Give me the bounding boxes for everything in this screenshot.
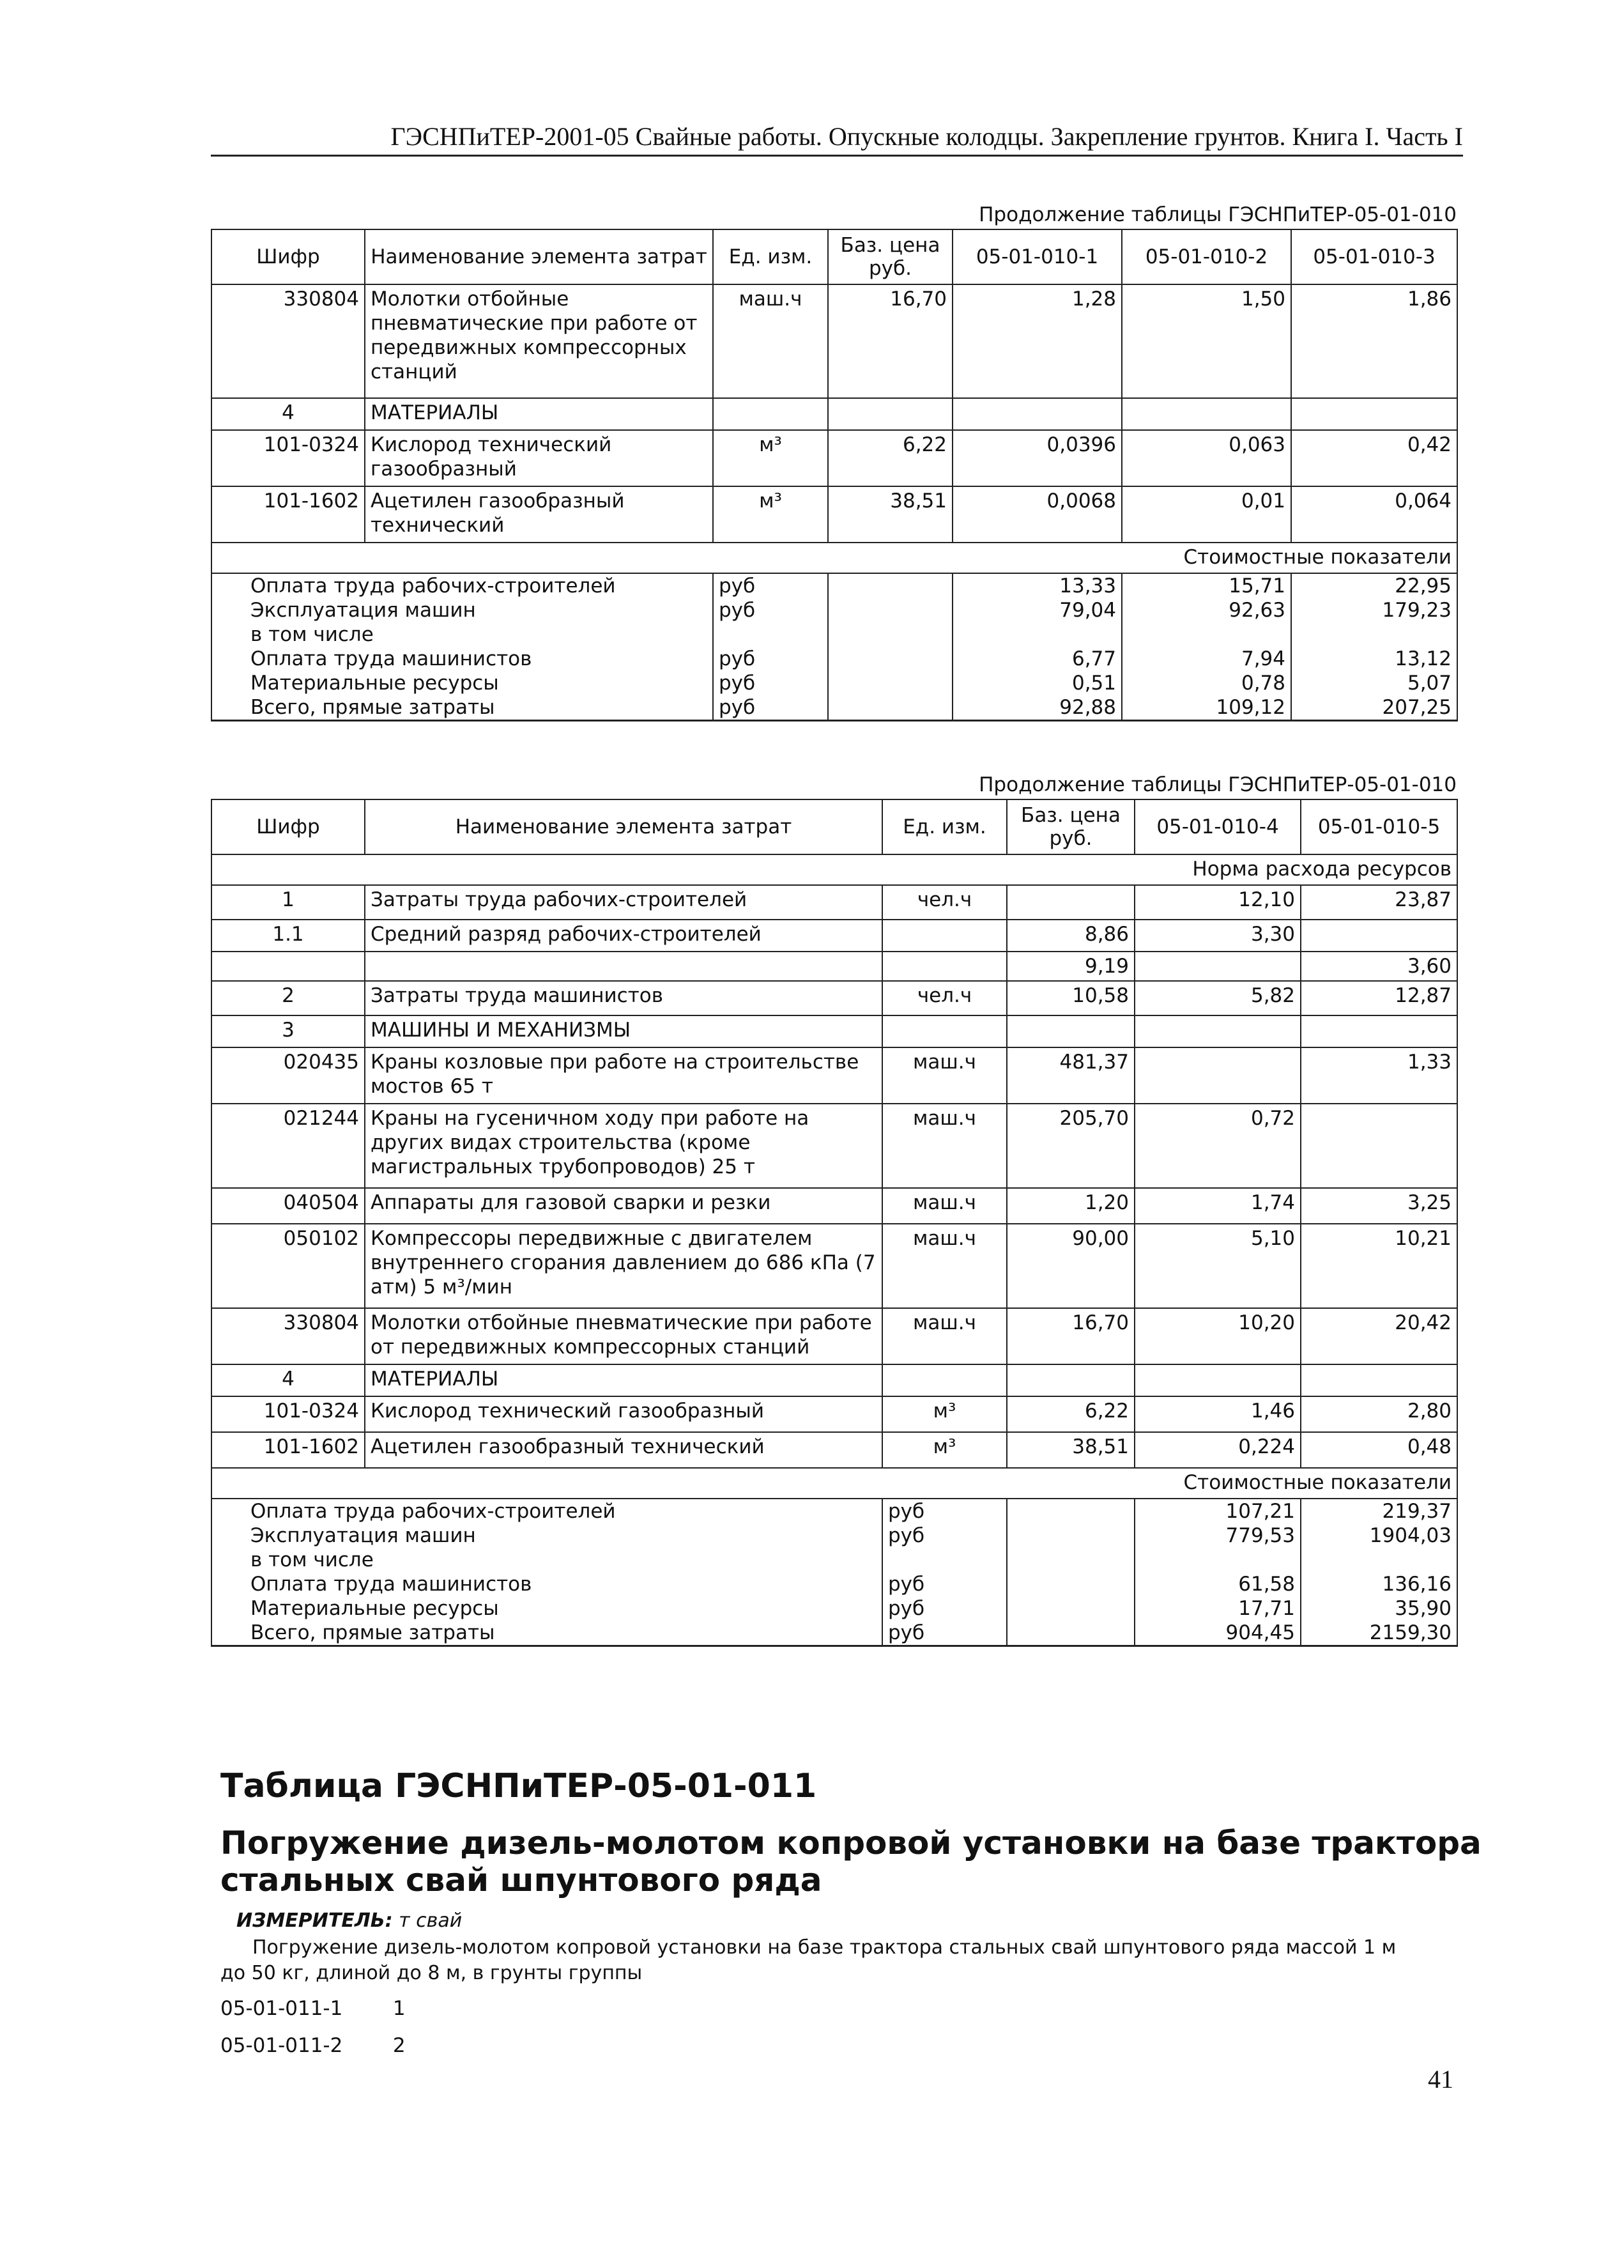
row-unit: м³: [882, 1432, 1007, 1468]
item-group: 2: [392, 2034, 406, 2057]
row-unit: маш.ч: [882, 1188, 1007, 1224]
table-row: [211, 1188, 1457, 1224]
row-name: [365, 952, 882, 981]
summary-unit: руб: [882, 1596, 1007, 1621]
summary-label: Всего, прямые затраты: [211, 695, 713, 721]
summary-v5: 2159,30: [1301, 1621, 1457, 1646]
row-v4: 3,30: [1135, 920, 1301, 952]
row-code: 2: [211, 981, 365, 1015]
list-item: [220, 1997, 406, 2020]
summary-v4: 904,45: [1135, 1621, 1301, 1646]
row-code: 101-0324: [211, 1396, 365, 1432]
summary-v4: 107,21: [1135, 1499, 1301, 1524]
summary-label: Оплата труда машинистов: [211, 647, 713, 671]
table-row: [211, 398, 1457, 430]
summary-label: Материальные ресурсы: [211, 1596, 882, 1621]
summary-v4: 779,53: [1135, 1524, 1301, 1548]
row-code: 101-1602: [211, 1432, 365, 1468]
col-price: Баз. цена руб.: [828, 229, 953, 284]
summary-row: [211, 598, 1457, 622]
row-v1: 0,0396: [953, 430, 1122, 486]
summary-unit: руб: [713, 573, 828, 598]
row-v5: 1,33: [1301, 1047, 1457, 1104]
row-name: Ацетилен газообразный технический: [365, 486, 713, 543]
row-v4: 10,20: [1135, 1308, 1301, 1364]
item-code: 05-01-011-1: [220, 1997, 343, 2020]
col-010-2: 05-01-010-2: [1122, 229, 1291, 284]
summary-v5: 35,90: [1301, 1596, 1457, 1621]
row-price: 6,22: [1007, 1396, 1135, 1432]
cost-header: Стоимостные показатели: [211, 543, 1457, 573]
row-v5: 3,60: [1301, 952, 1457, 981]
summary-v3: 207,25: [1291, 695, 1457, 721]
row-v5: 3,25: [1301, 1188, 1457, 1224]
row-v5: 20,42: [1301, 1308, 1457, 1364]
summary-v1: 13,33: [953, 573, 1122, 598]
summary-row: [211, 1596, 1457, 1621]
row-price: 38,51: [1007, 1432, 1135, 1468]
col-010-4: 05-01-010-4: [1135, 799, 1301, 854]
row-v5: 12,87: [1301, 981, 1457, 1015]
row-code: 330804: [211, 1308, 365, 1364]
row-code: 3: [211, 1015, 365, 1047]
summary-label: в том числе: [211, 622, 713, 647]
table2: [211, 799, 1458, 1647]
row-name: Ацетилен газообразный технический: [365, 1432, 882, 1468]
summary-label: Материальные ресурсы: [211, 671, 713, 695]
summary-unit: руб: [713, 671, 828, 695]
row-name: Затраты труда рабочих-строителей: [365, 885, 882, 920]
summary-label: Оплата труда рабочих-строителей: [211, 573, 713, 598]
summary-v4: 61,58: [1135, 1572, 1301, 1596]
row-name: Кислород технический газообразный: [365, 430, 713, 486]
page-number: 41: [1428, 2065, 1453, 2094]
measure-value: т свай: [399, 1909, 463, 1932]
table-row: [211, 486, 1457, 543]
summary-unit: руб: [882, 1524, 1007, 1548]
summary-v1: 6,77: [953, 647, 1122, 671]
row-price: 10,58: [1007, 981, 1135, 1015]
summary-unit: руб: [882, 1621, 1007, 1646]
row-unit: м³: [713, 430, 828, 486]
row-v5: 10,21: [1301, 1224, 1457, 1308]
norm-header-row: [211, 854, 1457, 885]
row-v5: [1301, 920, 1457, 952]
row-price: 9,19: [1007, 952, 1135, 981]
row-price: 38,51: [828, 486, 953, 543]
table2-caption: Продолжение таблицы ГЭСНПиТЕР-05-01-010: [979, 773, 1457, 796]
summary-row: [211, 647, 1457, 671]
row-code: [211, 952, 365, 981]
row-v2: 1,50: [1122, 284, 1291, 398]
row-v4: 5,10: [1135, 1224, 1301, 1308]
row-code: 101-1602: [211, 486, 365, 543]
row-v4: 0,72: [1135, 1104, 1301, 1188]
row-price: 205,70: [1007, 1104, 1135, 1188]
col-code: Шифр: [211, 799, 365, 854]
row-price: 90,00: [1007, 1224, 1135, 1308]
summary-v3: 179,23: [1291, 598, 1457, 622]
row-name: Краны козловые при работе на строительстве мостов 65 т: [365, 1047, 882, 1104]
summary-v4: 17,71: [1135, 1596, 1301, 1621]
section-heading-line1: Погружение дизель-молотом копровой установки на базе трактора: [220, 1824, 1482, 1862]
row-price: 8,86: [1007, 920, 1135, 952]
row-code: 021244: [211, 1104, 365, 1188]
row-code: 4: [211, 1364, 365, 1396]
table-row: [211, 952, 1457, 981]
row-unit: маш.ч: [882, 1104, 1007, 1188]
running-head: ГЭСНПиТЕР-2001-05 Свайные работы. Опускные колодцы. Закрепление грунтов. Книга I. Часть I: [211, 119, 1463, 157]
summary-label: в том числе: [211, 1548, 882, 1572]
summary-v1: 92,88: [953, 695, 1122, 721]
summary-label: Эксплуатация машин: [211, 598, 713, 622]
table-row: [211, 885, 1457, 920]
row-v1: 1,28: [953, 284, 1122, 398]
summary-row: [211, 671, 1457, 695]
row-name: Средний разряд рабочих-строителей: [365, 920, 882, 952]
cost-header-row: [211, 543, 1457, 573]
col-name: Наименование элемента затрат: [365, 229, 713, 284]
summary-v2: 0,78: [1122, 671, 1291, 695]
table2-header-row: [211, 799, 1457, 854]
summary-v3: 5,07: [1291, 671, 1457, 695]
table-row: [211, 1432, 1457, 1468]
table1: [211, 229, 1458, 721]
summary-row: [211, 1499, 1457, 1524]
measure-line: [236, 1909, 462, 1932]
row-v3: 1,86: [1291, 284, 1457, 398]
summary-row: [211, 1548, 1457, 1572]
list-item: [220, 2034, 406, 2057]
col-name: Наименование элемента затрат: [365, 799, 882, 854]
row-v4: 5,82: [1135, 981, 1301, 1015]
row-v4: 1,46: [1135, 1396, 1301, 1432]
table-row: [211, 1364, 1457, 1396]
row-name: Кислород технический газообразный: [365, 1396, 882, 1432]
table-title: Таблица ГЭСНПиТЕР-05-01-011: [220, 1767, 817, 1805]
row-name: Молотки отбойные пневматические при работе от передвижных компрессорных станций: [365, 284, 713, 398]
col-010-5: 05-01-010-5: [1301, 799, 1457, 854]
row-v5: [1301, 1104, 1457, 1188]
table-row: [211, 920, 1457, 952]
row-name: Краны на гусеничном ходу при работе на других видах строительства (кроме магистральных трубопроводов) 25 т: [365, 1104, 882, 1188]
row-v5: 23,87: [1301, 885, 1457, 920]
item-code: 05-01-011-2: [220, 2034, 343, 2057]
row-unit: маш.ч: [713, 284, 828, 398]
row-unit: м³: [713, 486, 828, 543]
col-unit: Ед. изм.: [713, 229, 828, 284]
norm-header: Норма расхода ресурсов: [211, 854, 1457, 885]
summary-v3: 13,12: [1291, 647, 1457, 671]
summary-unit: руб: [882, 1499, 1007, 1524]
summary-unit: руб: [713, 695, 828, 721]
summary-row: [211, 1621, 1457, 1646]
measure-label: ИЗМЕРИТЕЛЬ:: [236, 1909, 393, 1932]
table-row: [211, 1104, 1457, 1188]
cost-header: Стоимостные показатели: [211, 1468, 1457, 1499]
row-name: МАТЕРИАЛЫ: [365, 398, 713, 430]
summary-v1: 79,04: [953, 598, 1122, 622]
summary-v2: 92,63: [1122, 598, 1291, 622]
summary-v5: 136,16: [1301, 1572, 1457, 1596]
row-code: 4: [211, 398, 365, 430]
row-price: [1007, 885, 1135, 920]
row-code: 040504: [211, 1188, 365, 1224]
table-row: [211, 981, 1457, 1015]
table-row: [211, 1047, 1457, 1104]
summary-unit: руб: [882, 1572, 1007, 1596]
summary-v1: 0,51: [953, 671, 1122, 695]
summary-label: Оплата труда машинистов: [211, 1572, 882, 1596]
table-row: [211, 1015, 1457, 1047]
row-price: 16,70: [828, 284, 953, 398]
row-name: МАТЕРИАЛЫ: [365, 1364, 882, 1396]
table-row: [211, 1224, 1457, 1308]
row-v2: 0,01: [1122, 486, 1291, 543]
table1-header-row: [211, 229, 1457, 284]
row-v4: 1,74: [1135, 1188, 1301, 1224]
summary-row: [211, 622, 1457, 647]
col-unit: Ед. изм.: [882, 799, 1007, 854]
summary-v5: 1904,03: [1301, 1524, 1457, 1548]
row-v5: 2,80: [1301, 1396, 1457, 1432]
summary-v3: 22,95: [1291, 573, 1457, 598]
row-code: 330804: [211, 284, 365, 398]
col-010-3: 05-01-010-3: [1291, 229, 1457, 284]
row-unit: чел.ч: [882, 981, 1007, 1015]
summary-v2: 109,12: [1122, 695, 1291, 721]
row-unit: м³: [882, 1396, 1007, 1432]
description-line2: до 50 кг, длиной до 8 м, в грунты группы: [220, 1962, 643, 1984]
item-group: 1: [392, 1997, 406, 2020]
row-name: Компрессоры передвижные с двигателем внутреннего сгорания давлением до 686 кПа (7 атм) 5 м³/мин: [365, 1224, 882, 1308]
table-row: [211, 1396, 1457, 1432]
summary-row: [211, 1572, 1457, 1596]
row-v4: 0,224: [1135, 1432, 1301, 1468]
summary-row: [211, 695, 1457, 721]
row-price: 6,22: [828, 430, 953, 486]
col-010-1: 05-01-010-1: [953, 229, 1122, 284]
summary-label: Оплата труда рабочих-строителей: [211, 1499, 882, 1524]
cost-header-row: [211, 1468, 1457, 1499]
row-unit: чел.ч: [882, 885, 1007, 920]
row-code: 020435: [211, 1047, 365, 1104]
summary-unit: руб: [713, 598, 828, 622]
summary-v2: 7,94: [1122, 647, 1291, 671]
row-v4: 12,10: [1135, 885, 1301, 920]
row-code: 101-0324: [211, 430, 365, 486]
table-row: [211, 430, 1457, 486]
row-code: 1.1: [211, 920, 365, 952]
row-v5: 0,48: [1301, 1432, 1457, 1468]
row-v4: [1135, 1047, 1301, 1104]
row-name: Аппараты для газовой сварки и резки: [365, 1188, 882, 1224]
row-code: 1: [211, 885, 365, 920]
row-v1: 0,0068: [953, 486, 1122, 543]
summary-label: Эксплуатация машин: [211, 1524, 882, 1548]
summary-row: [211, 573, 1457, 598]
table1-caption: Продолжение таблицы ГЭСНПиТЕР-05-01-010: [979, 203, 1457, 226]
row-unit: маш.ч: [882, 1224, 1007, 1308]
summary-unit: руб: [713, 647, 828, 671]
row-v3: 0,42: [1291, 430, 1457, 486]
summary-v2: 15,71: [1122, 573, 1291, 598]
summary-v5: 219,37: [1301, 1499, 1457, 1524]
row-v4: [1135, 952, 1301, 981]
table-row: [211, 1308, 1457, 1364]
row-price: 16,70: [1007, 1308, 1135, 1364]
row-v3: 0,064: [1291, 486, 1457, 543]
summary-label: Всего, прямые затраты: [211, 1621, 882, 1646]
row-unit: маш.ч: [882, 1047, 1007, 1104]
table-row: [211, 284, 1457, 398]
col-code: Шифр: [211, 229, 365, 284]
row-code: 050102: [211, 1224, 365, 1308]
row-v2: 0,063: [1122, 430, 1291, 486]
section-heading-line2: стальных свай шпунтового ряда: [220, 1862, 822, 1899]
row-name: Молотки отбойные пневматические при работе от передвижных компрессорных станций: [365, 1308, 882, 1364]
row-name: Затраты труда машинистов: [365, 981, 882, 1015]
col-price: Баз. цена руб.: [1007, 799, 1135, 854]
row-name: МАШИНЫ И МЕХАНИЗМЫ: [365, 1015, 882, 1047]
summary-row: [211, 1524, 1457, 1548]
row-unit: маш.ч: [882, 1308, 1007, 1364]
row-price: 481,37: [1007, 1047, 1135, 1104]
row-price: 1,20: [1007, 1188, 1135, 1224]
description-line1: Погружение дизель-молотом копровой установки на базе трактора стальных свай шпунтового ряда массой 1 м: [252, 1936, 1397, 1959]
